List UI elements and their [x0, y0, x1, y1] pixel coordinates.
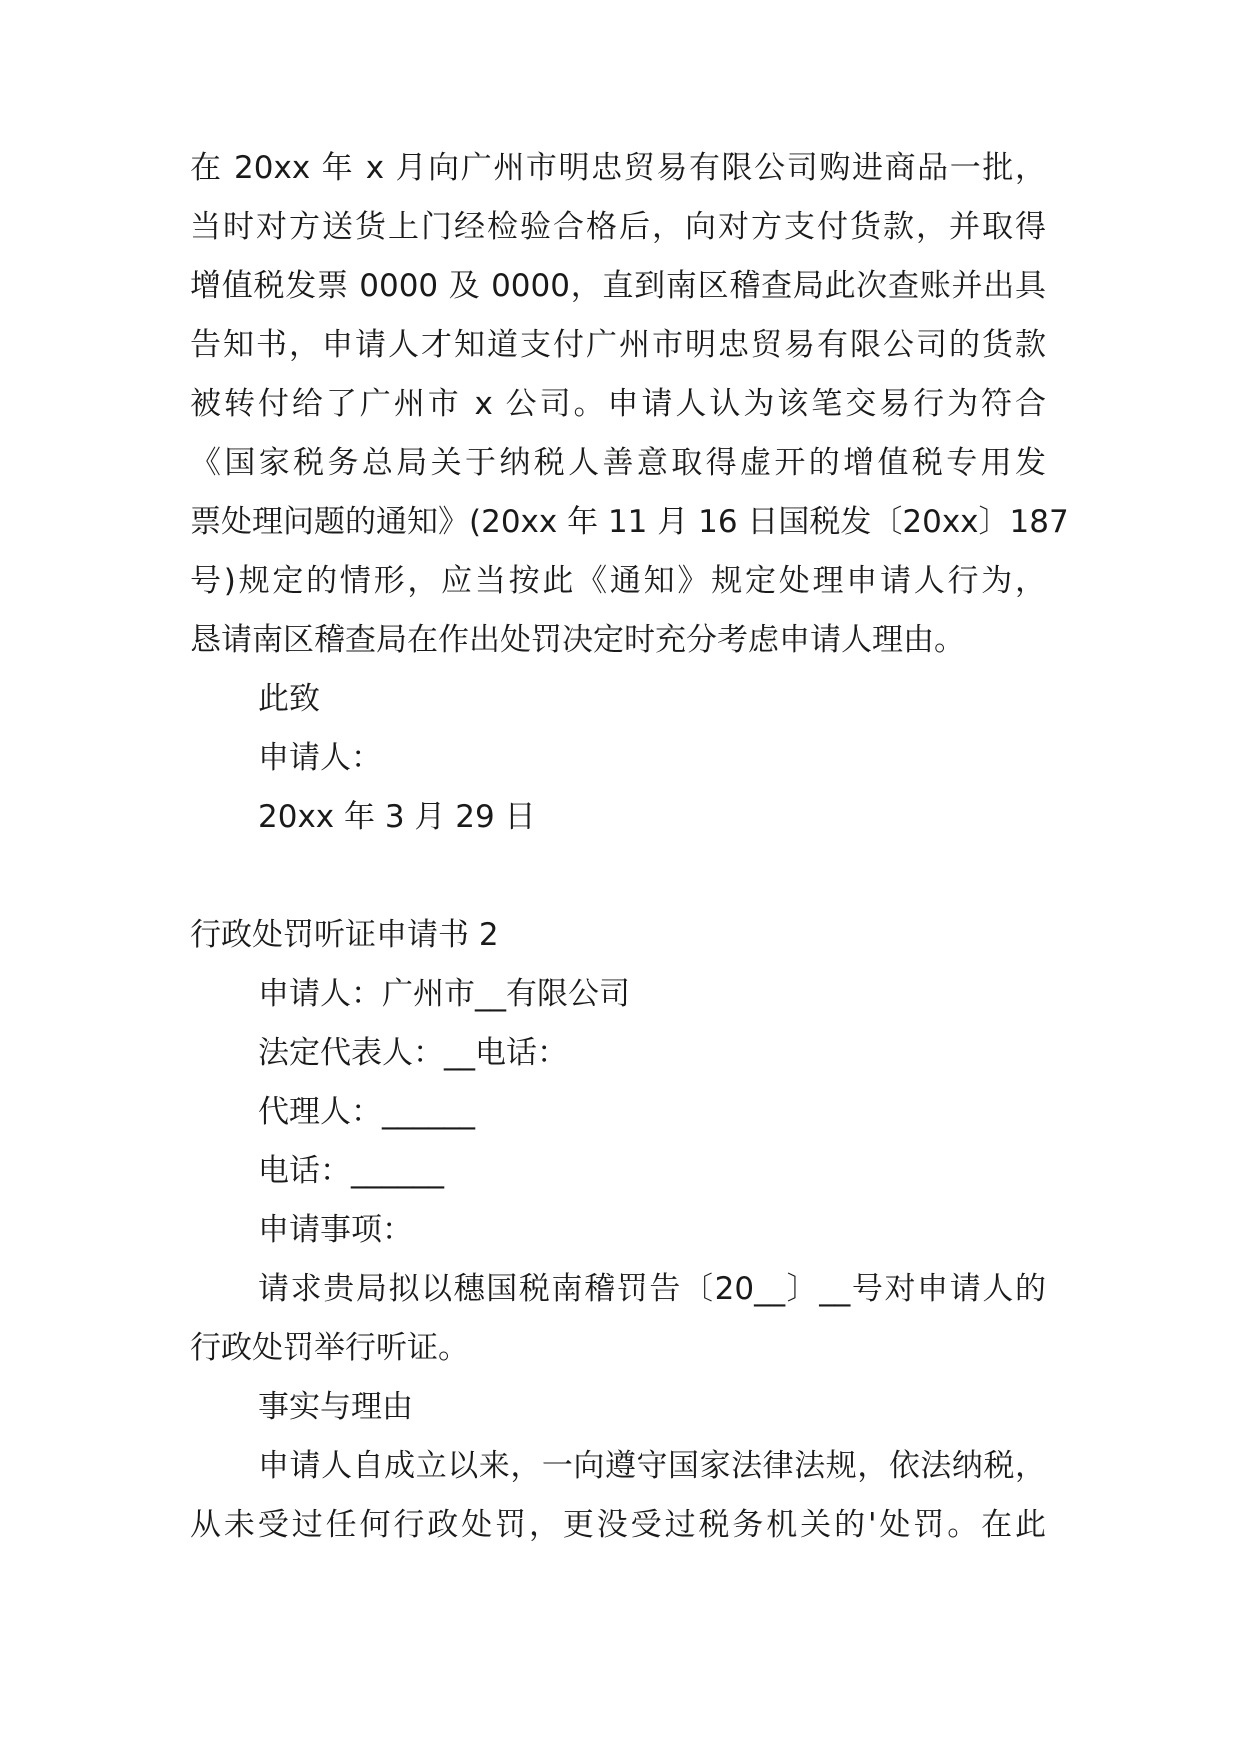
paragraph-line: 在 20xx 年 x 月向广州市明忠贸易有限公司购进商品一批，: [190, 150, 1046, 186]
facts-text-line: 申请人自成立以来，一向遵守国家法律法规，依法纳税，: [258, 1448, 1046, 1484]
phone-field: 电话：______: [258, 1153, 444, 1189]
legal-representative-field: 法定代表人：__电话：: [258, 1035, 568, 1071]
applicant-field: 申请人：广州市__有限公司: [258, 976, 630, 1012]
closing-salutation: 此致: [258, 681, 320, 717]
request-text-line: 请求贵局拟以穗国税南稽罚告〔20__〕__号对申请人的: [258, 1271, 1046, 1307]
request-text-line: 行政处罚举行听证。: [190, 1330, 469, 1366]
facts-text-line: 从未受过任何行政处罚，更没受过税务机关的'处罚。在此: [190, 1507, 1046, 1543]
section-title: 行政处罚听证申请书 2: [190, 917, 499, 953]
paragraph-line: 票处理问题的通知》(20xx 年 11 月 16 日国税发〔20xx〕187: [190, 504, 1069, 540]
closing-applicant: 申请人：: [258, 740, 382, 776]
agent-field: 代理人：______: [258, 1094, 475, 1130]
paragraph-line: 当时对方送货上门经检验合格后，向对方支付货款，并取得: [190, 209, 1046, 245]
paragraph-line: 恳请南区稽查局在作出处罚决定时充分考虑申请人理由。: [190, 622, 965, 658]
paragraph-line: 号)规定的情形，应当按此《通知》规定处理申请人行为，: [190, 563, 1046, 599]
closing-date: 20xx 年 3 月 29 日: [258, 799, 536, 835]
facts-heading: 事实与理由: [258, 1389, 413, 1425]
request-heading: 申请事项：: [258, 1212, 413, 1248]
paragraph-line: 告知书，申请人才知道支付广州市明忠贸易有限公司的货款: [190, 327, 1046, 363]
paragraph-line: 增值税发票 0000 及 0000，直到南区稽查局此次查账并出具: [190, 268, 1046, 304]
paragraph-line: 《国家税务总局关于纳税人善意取得虚开的增值税专用发: [190, 445, 1046, 481]
paragraph-line: 被转付给了广州市 x 公司。申请人认为该笔交易行为符合: [190, 386, 1046, 422]
